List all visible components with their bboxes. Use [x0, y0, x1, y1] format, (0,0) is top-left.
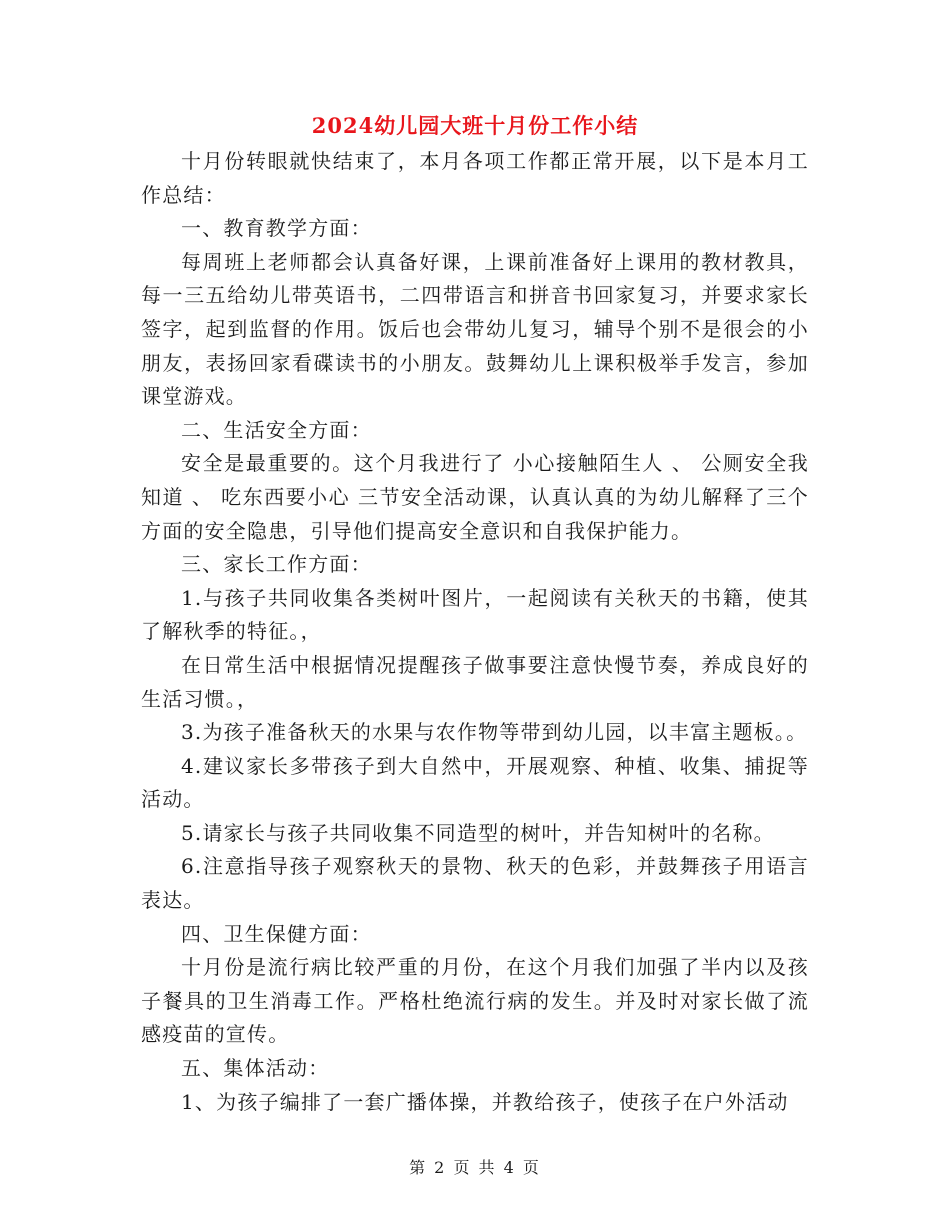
parents-item-5: 5.请家长与孩子共同收集不同造型的树叶，并告知树叶的名称。	[181, 820, 775, 845]
parents-item-4: 4.建议家长多带孩子到大自然中，开展观察、种植、收集、捕捉等活动。	[141, 753, 809, 812]
parents-item-1: 1.与孩子共同收集各类树叶图片，一起阅读有关秋天的书籍，使其了解秋季的特征。，	[141, 585, 809, 644]
paragraph-intro: 十月份转眼就快结束了，本月各项工作都正常开展，以下是本月工作总结：	[141, 149, 809, 207]
section-heading-parents: 三、家长工作方面：	[181, 552, 372, 577]
parents-item-6: 6.注意指导孩子观察秋天的景物、秋天的色彩，并鼓舞孩子用语言表达。	[141, 854, 809, 913]
paragraph-health: 十月份是流行病比较严重的月份，在这个月我们加强了半内以及孩子餐具的卫生消毒工作。严格杜绝流行病的发生。并及时对家长做了流感疫苗的宣传。	[141, 955, 809, 1047]
document-title: 2024幼儿园大班十月份工作小结	[311, 113, 639, 138]
section-heading-health: 四、卫生保健方面：	[181, 921, 372, 946]
paragraph-safety: 安全是最重要的。这个月我进行了 小心接触陌生人 、 公厕安全我知道 、 吃东西要小心 三节安全活动课，认真认真的为幼儿解释了三个方面的安全隐患，引导他们提高安全意识和自我保护能力。	[141, 451, 809, 543]
page-number-footer: 第 2 页 共 4 页	[409, 1158, 541, 1177]
group-activity-item-1: 1、为孩子编排了一套广播体操，并教给孩子，使孩子在户外活动	[181, 1089, 789, 1114]
parents-item-3: 3.为孩子准备秋天的水果与农作物等带到幼儿园，以丰富主题板。。	[181, 720, 808, 745]
paragraph-education: 每周班上老师都会认真备好课，上课前准备好上课用的教材教具，每一三五给幼儿带英语书，二四带语言和拼音书回家复习，并要求家长签字，起到监督的作用。饭后也会带幼儿复习，辅导个别不是很会的小朋友，表扬回家看碟读书的小朋友。鼓舞幼儿上课积极举手发言，参加课堂游戏。	[141, 249, 809, 409]
document-body	[141, 145, 809, 1119]
parents-item-2: 在日常生活中根据情况提醒孩子做事要注意快慢节奏，养成良好的生活习惯。，	[141, 652, 809, 711]
section-heading-education: 一、教育教学方面：	[181, 216, 372, 241]
section-heading-safety: 二、生活安全方面：	[181, 417, 372, 442]
section-heading-group-activity: 五、集体活动：	[181, 1056, 330, 1081]
